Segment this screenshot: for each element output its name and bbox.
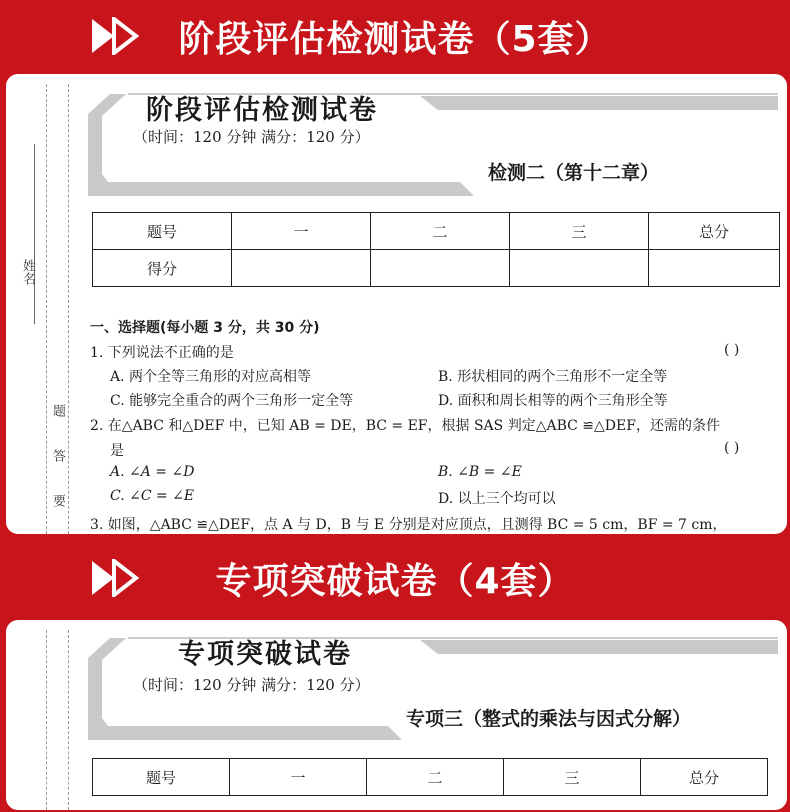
section-banner-special-tests: [0, 547, 790, 609]
answer-paren: ( ): [724, 440, 740, 456]
exam-subtitle: 专项三（整式的乘法与因式分解）: [406, 708, 692, 730]
exam-title: 专项突破试卷: [178, 639, 352, 670]
binding-margin: [6, 620, 68, 810]
binding-margin: [6, 74, 68, 534]
table-cell: [232, 250, 371, 287]
section-title: 一、选择题: [90, 320, 160, 336]
table-cell: [371, 250, 510, 287]
score-table: [92, 212, 780, 287]
question-1: 1. 下列说法不正确的是: [90, 345, 234, 361]
exam-header: [88, 630, 778, 748]
exam-sheet-preview-2: [4, 618, 789, 812]
option: A. ∠A = ∠D: [110, 464, 195, 480]
table-cell: 一: [232, 213, 371, 250]
question-2-cont: 是: [110, 443, 124, 459]
score-table: [92, 758, 768, 796]
answer-paren: ( ): [724, 342, 740, 358]
option: B. ∠B = ∠E: [438, 464, 522, 480]
table-cell: [649, 250, 780, 287]
option: C. 能够完全重合的两个三角形一定全等: [110, 393, 354, 409]
section-heading: [90, 317, 320, 337]
table-cell: 一: [230, 759, 367, 796]
table-cell: 总分: [649, 213, 780, 250]
option: A. 两个全等三角形的对应高相等: [110, 369, 312, 385]
student-name-label: 姓名: [20, 259, 35, 285]
exam-header: [88, 86, 778, 204]
margin-char: 要: [50, 494, 65, 507]
option: D. 以上三个均可以: [438, 491, 556, 507]
banner-title: 专项突破试卷（4套）: [215, 560, 575, 602]
section-banner-stage-tests: [0, 5, 790, 67]
margin-char: 题: [50, 404, 65, 417]
option: B. 形状相同的两个三角形不一定全等: [438, 369, 668, 385]
question-2: 2. 在△ABC 和△DEF 中，已知 AB = DE，BC = EF，根据 SAS 判定△ABC ≌△DEF，还需的条件: [90, 418, 720, 434]
table-cell: 二: [371, 213, 510, 250]
question-3: 3. 如图，△ABC ≌△DEF，点 A 与 D，B 与 E 分别是对应顶点，且测得 BC = 5 cm，BF = 7 cm，: [90, 517, 727, 533]
table-cell: 题号: [93, 213, 232, 250]
table-cell: [510, 250, 649, 287]
table-cell: 题号: [93, 759, 230, 796]
table-cell: 总分: [641, 759, 768, 796]
exam-time-info: （时间：120 分钟 满分：120 分）: [133, 676, 370, 694]
option: D. 面积和周长相等的两个三角形全等: [438, 393, 668, 409]
exam-subtitle: 检测二（第十二章）: [488, 162, 660, 184]
exam-time-info: （时间：120 分钟 满分：120 分）: [133, 128, 370, 146]
exam-title: 阶段评估检测试卷: [146, 95, 378, 126]
option: C. ∠C = ∠E: [110, 488, 195, 504]
table-cell: 得分: [93, 250, 232, 287]
table-row: [93, 250, 780, 287]
table-cell: 二: [367, 759, 504, 796]
section-note: (每小题 3 分，共 30 分): [160, 320, 320, 336]
exam-sheet-preview-1: [4, 72, 789, 536]
table-cell: 三: [504, 759, 641, 796]
banner-title: 阶段评估检测试卷（5套）: [178, 18, 612, 60]
table-cell: 三: [510, 213, 649, 250]
table-row: [93, 213, 780, 250]
margin-char: 答: [50, 449, 65, 462]
